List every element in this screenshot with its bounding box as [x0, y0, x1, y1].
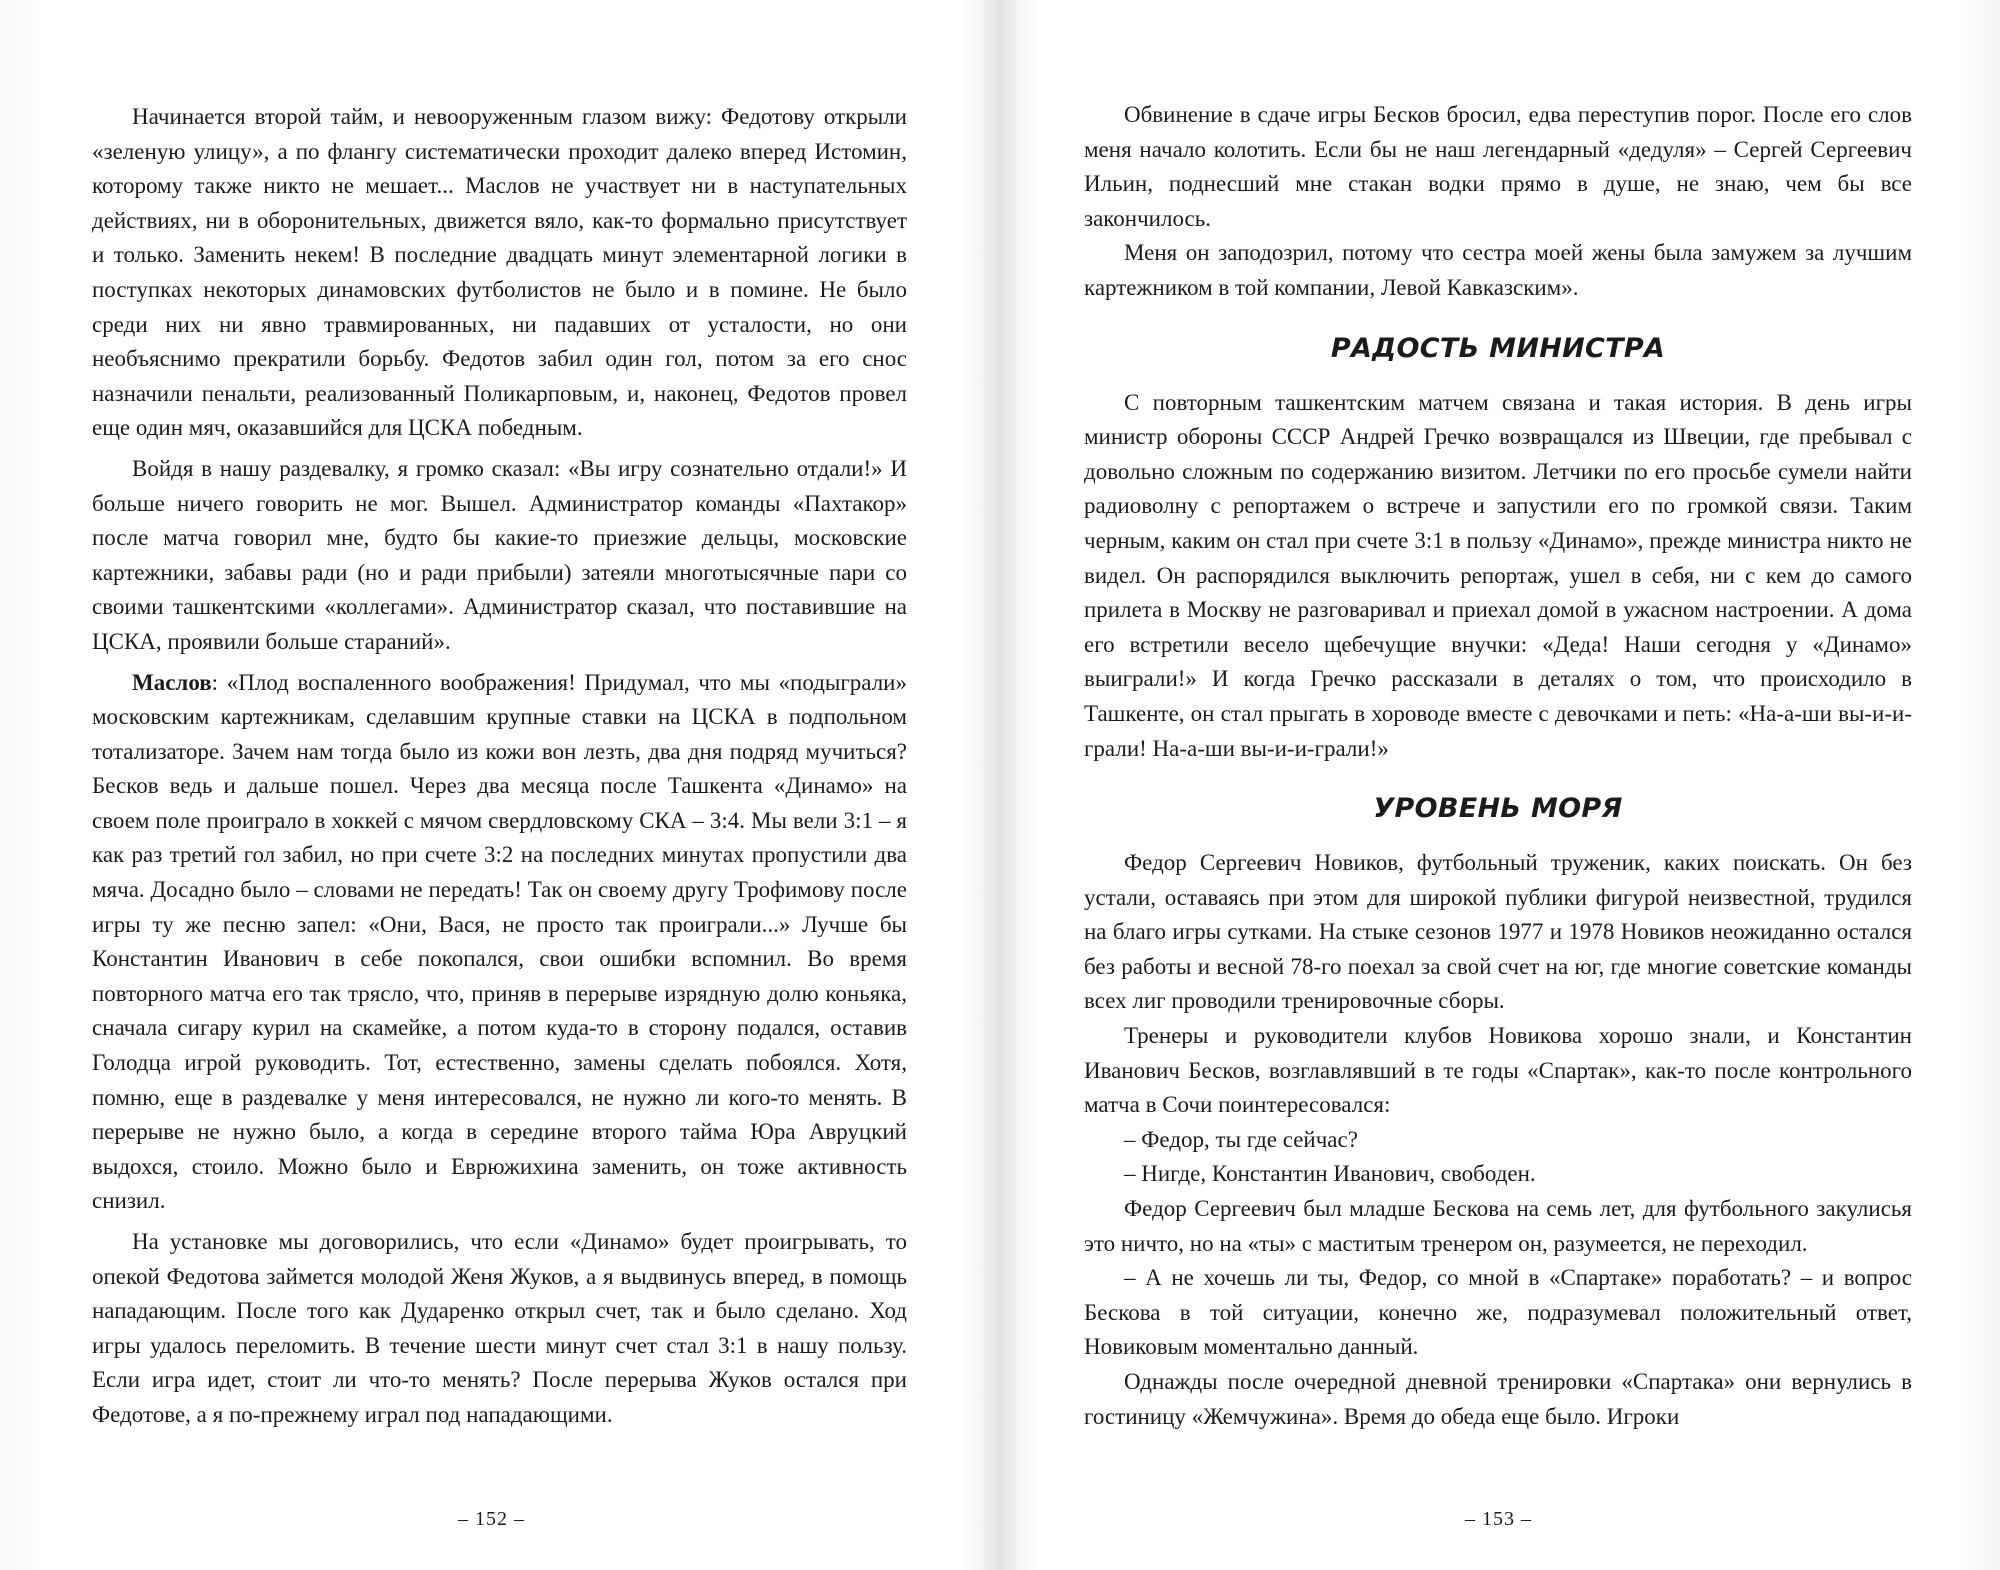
- page-number: – 152 –: [458, 1508, 525, 1530]
- right-page: [1000, 0, 2000, 1570]
- paragraph: С повторным ташкентским матчем связана и такая история. В день игры министр обороны СССР Андрей Гречко возвращался из Швеции, где пребывал с довольно сложным по содержанию визитом. Летчики по его просьбе сумели найти радиоволну с репортажем о встрече и запустили его по громкой связи. Таким черным, каким он стал при счете 3:1 в пользу «Динамо», прежде министра никто не видел. Он распорядился выключить репортаж, ушел в себя, ни с кем до самого прилета в Москву не разговаривал и приехал домой в ужасном настроении. А дома его встретили весело щебечущие внучки: «Деда! Наши сегодня у «Динамо» выиграли!» И когда Гречко рассказали в деталях о том, что происходило в Ташкенте, он стал прыгать в хороводе вместе с девочками и петь: «На-а-ши вы-и-и-грали! На-а-ши вы-и-и-грали!»: [1084, 389, 1912, 761]
- book-gutter: [980, 0, 1020, 1570]
- dialogue-line: – Федор, ты где сейчас?: [1124, 1126, 1358, 1152]
- right-page-text: [1084, 98, 1912, 1434]
- paragraph: Тренеры и руководители клубов Новикова хорошо знали, и Константин Иванович Бесков, возглавлявший в те годы «Спартак», как-то после контрольного матча в Сочи поинтересовался:: [1084, 1023, 1912, 1118]
- dialogue-line: – А не хочешь ли ты, Федор, со мной в «Спартаке» поработать? – и вопрос Бескова в той ситуации, конечно же, подразумевал положительный ответ, Новиковым моментально данный.: [1084, 1265, 1912, 1360]
- paragraph: Федор Сергеевич Новиков, футбольный труженик, каких поискать. Он без устали, оставаясь при этом для широкой публики фигурой неизвестной, трудился на благо игры сутками. На стыке сезонов 1977 и 1978 Новиков неожиданно остался без работы и весной 78-го поехал за свой счет на юг, где многие советские команды всех лиг проводили тренировочные сборы.: [1084, 850, 1912, 1014]
- speaker-paragraph: [92, 666, 907, 1220]
- paragraph: Федор Сергеевич был младше Бескова на семь лет, для футбольного закулисья это ничто, но на «ты» с маститым тренером он, разумеется, не переходил.: [1084, 1196, 1912, 1256]
- paragraph: Меня он заподозрил, потому что сестра моей жены была замужем за лучшим картежником в той компании, Левой Кавказским».: [1084, 240, 1912, 300]
- paragraph: На установке мы договорились, что если «Динамо» будет проигрывать, то опекой Федотова займется молодой Женя Жуков, а я выдвинусь вперед, в помощь нападающим. После того как Дударенко открыл счет, так и было сделано. Ход игры удалось переломить. В течение шести минут счет стал 3:1 в нашу пользу. Если игра идет, стоит ли что-то менять? После перерыва Жуков остался при Федотове, а я по-прежнему играл под нападающими.: [92, 1229, 907, 1427]
- paragraph: Войдя в нашу раздевалку, я громко сказал: «Вы игру сознательно отдали!» И больше ничего говорить не мог. Вышел. Администратор команды «Пахтакор» после матча говорил мне, будто бы какие-то приезжие дельцы, московские картежники, забавы ради (но и ради прибыли) затеяли многотысячные пари со своими ташкентскими «коллегами». Администратор сказал, что поставившие на ЦСКА, проявили больше стараний».: [92, 455, 907, 654]
- paragraph: Однажды после очередной дневной тренировки «Спартака» они вернулись в гостиницу «Жемчужина». Время до обеда еще было. Игроки: [1084, 1369, 1912, 1429]
- section-heading: РАДОСТЬ МИНИСТРА: [1330, 332, 1666, 364]
- paragraph: Начинается второй тайм, и невооруженным глазом вижу: Федотову открыли «зеленую улицу», а по флангу систематически проходит далеко вперед Истомин, которому также никто не мешает... Маслов не участвует ни в наступательных действиях, ни в оборонительных, движется вяло, как-то формально присутствует и только. Заменить некем! В последние двадцать минут элементарной логики в поступках некоторых динамовских футболистов не было и в помине. Не было среди них ни явно травмированных, ни падавших от усталости, но они необъяснимо прекратили борьбу. Федотов забил один гол, потом за его снос назначили пенальти, реализованный Поликарповым, и, наконец, Федотов провел еще один мяч, оказавшийся для ЦСКА победным.: [92, 104, 907, 441]
- section-heading: УРОВЕНЬ МОРЯ: [1373, 793, 1623, 825]
- page-number: – 153 –: [1465, 1508, 1532, 1530]
- speaker-text: : «Плод воспаленного воображения! Придумал, что мы «подыграли» московским картежникам, сделавшим крупные ставки на ЦСКА в подпольном тотализаторе. Зачем нам тогда было из кожи вон лезть, два дня подряд мучиться? Бесков ведь и дальше пошел. Через два месяца после Ташкента «Динамо» на своем поле проиграло в хоккей с мячом свердловскому СКА – 3:4. Мы вели 3:1 – я как раз третий гол забил, но при счете 3:2 на последних минутах пропустили два мяча. Досадно было – словами не передать! Так он своему другу Трофимову после игры ту же песню запел: «Они, Вася, не просто так проиграли...» Лучше бы Константин Иванович в себе покопался, свои ошибки вспомнил. Во время повторного матча его так трясло, что, приняв в перерыве изрядную долю коньяка, сначала сигару курил на скамейке, а потом куда-то в сторону подался, оставив Голодца игрой руководить. Тот, естественно, замены сделать побоялся. Хотя, помню, еще в раздевалке у меня интересовался, не нужно ли кого-то менять. В перерыве не нужно было, а когда в середине второго тайма Юра Авруцкий выдохся, стоило. Можно было и Еврюжихина заменить, он тоже активность снизил.: [92, 669, 907, 1214]
- dialogue-line: – Нигде, Константин Иванович, свободен.: [1124, 1161, 1536, 1187]
- left-page-text: [92, 100, 907, 1433]
- speaker-name: Маслов: [132, 669, 212, 695]
- paragraph: Обвинение в сдаче игры Бесков бросил, едва переступив порог. После его слов меня начало колотить. Если бы не наш легендарный «дедуля» – Сергей Сергеевич Ильин, поднесший мне стакан водки прямо в душе, не знаю, чем бы все закончилось.: [1084, 102, 1912, 231]
